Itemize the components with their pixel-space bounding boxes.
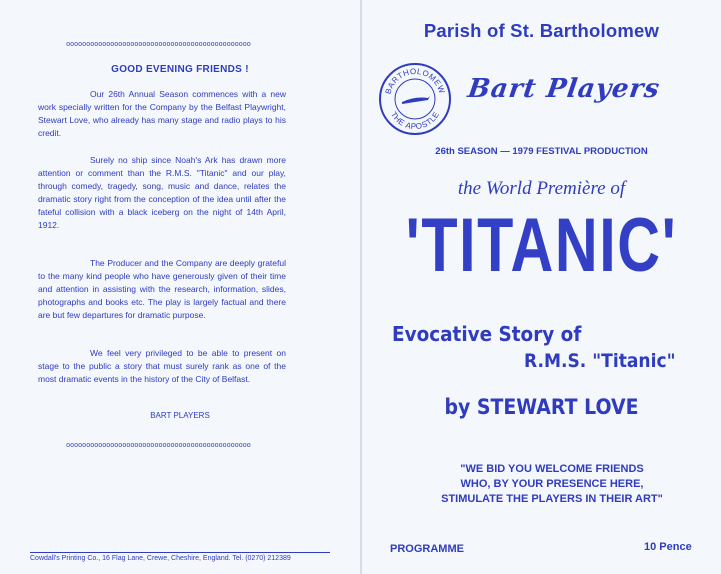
programme-label: PROGRAMME (390, 543, 464, 555)
price-label: 10 Pence (644, 541, 692, 553)
welcome-line-3: STIMULATE THE PLAYERS IN THEIR ART" (441, 493, 663, 505)
right-page (362, 0, 721, 574)
intro-paragraph-4: We feel very privileged to be able to present on stage to the public a story that must surely rank as one of the most dramatic events in the history of the City of Belfast. (38, 348, 286, 384)
company-name: Bart Players (465, 74, 662, 104)
intro-paragraph-2: Surely no ship since Noah's Ark has drawn more attention or comment than the R.M.S. "Titanic" and our play, through comedy, tragedy, song, music and dance, relates the dramatic story right from the conception of the idea until after the fateful collision with a black iceberg on the night of 14th April, 1912. (38, 155, 286, 230)
subtitle-line-1: Evocative Story of (392, 322, 582, 346)
parish-seal-icon (378, 62, 452, 136)
author-line: by STEWART LOVE (444, 395, 639, 419)
seal-text-top: BARTHOLOMEW (383, 66, 447, 96)
printer-credit: Cowdall's Printing Co., 16 Flag Lane, Crewe, Cheshire, England. Tel. (0270) 212389 (30, 552, 330, 562)
seal-text-bottom: THE APOSTLE (388, 110, 442, 132)
subtitle-line-2: R.M.S. "Titanic" (524, 350, 676, 372)
parish-heading: Parish of St. Bartholomew (423, 20, 660, 41)
season-line: 26th SEASON — 1979 FESTIVAL PRODUCTION (435, 146, 648, 157)
greeting-heading: GOOD EVENING FRIENDS ! (111, 64, 249, 75)
intro-paragraph-3: The Producer and the Company are deeply grateful to the many kind people who have generously given of their time and attention in assisting with the research, information, slides, photographs and books etc. The play is largely factual and there are but few departures for dramatic purpose. (38, 258, 286, 320)
welcome-line-2: WHO, BY YOUR PRESENCE HERE, (460, 478, 644, 490)
decorative-border-bottom: oooooooooooooooooooooooooooooooooooooooooooooo (66, 441, 251, 449)
play-title: 'TITANIC' (405, 203, 678, 288)
welcome-quote (402, 462, 702, 507)
left-page (0, 0, 360, 574)
signature: BART PLAYERS (150, 411, 210, 420)
knife-icon (402, 96, 430, 104)
premiere-line: the World Première of (457, 178, 626, 199)
intro-paragraph-1: Our 26th Annual Season commences with a new work specially written for the Company by the Belfast Playwright, Stewart Love, who already has many stage and radio plays to his credit. (38, 89, 286, 138)
welcome-line-1: "WE BID YOU WELCOME FRIENDS (460, 463, 644, 475)
decorative-border-top: oooooooooooooooooooooooooooooooooooooooooooooo (66, 40, 251, 48)
